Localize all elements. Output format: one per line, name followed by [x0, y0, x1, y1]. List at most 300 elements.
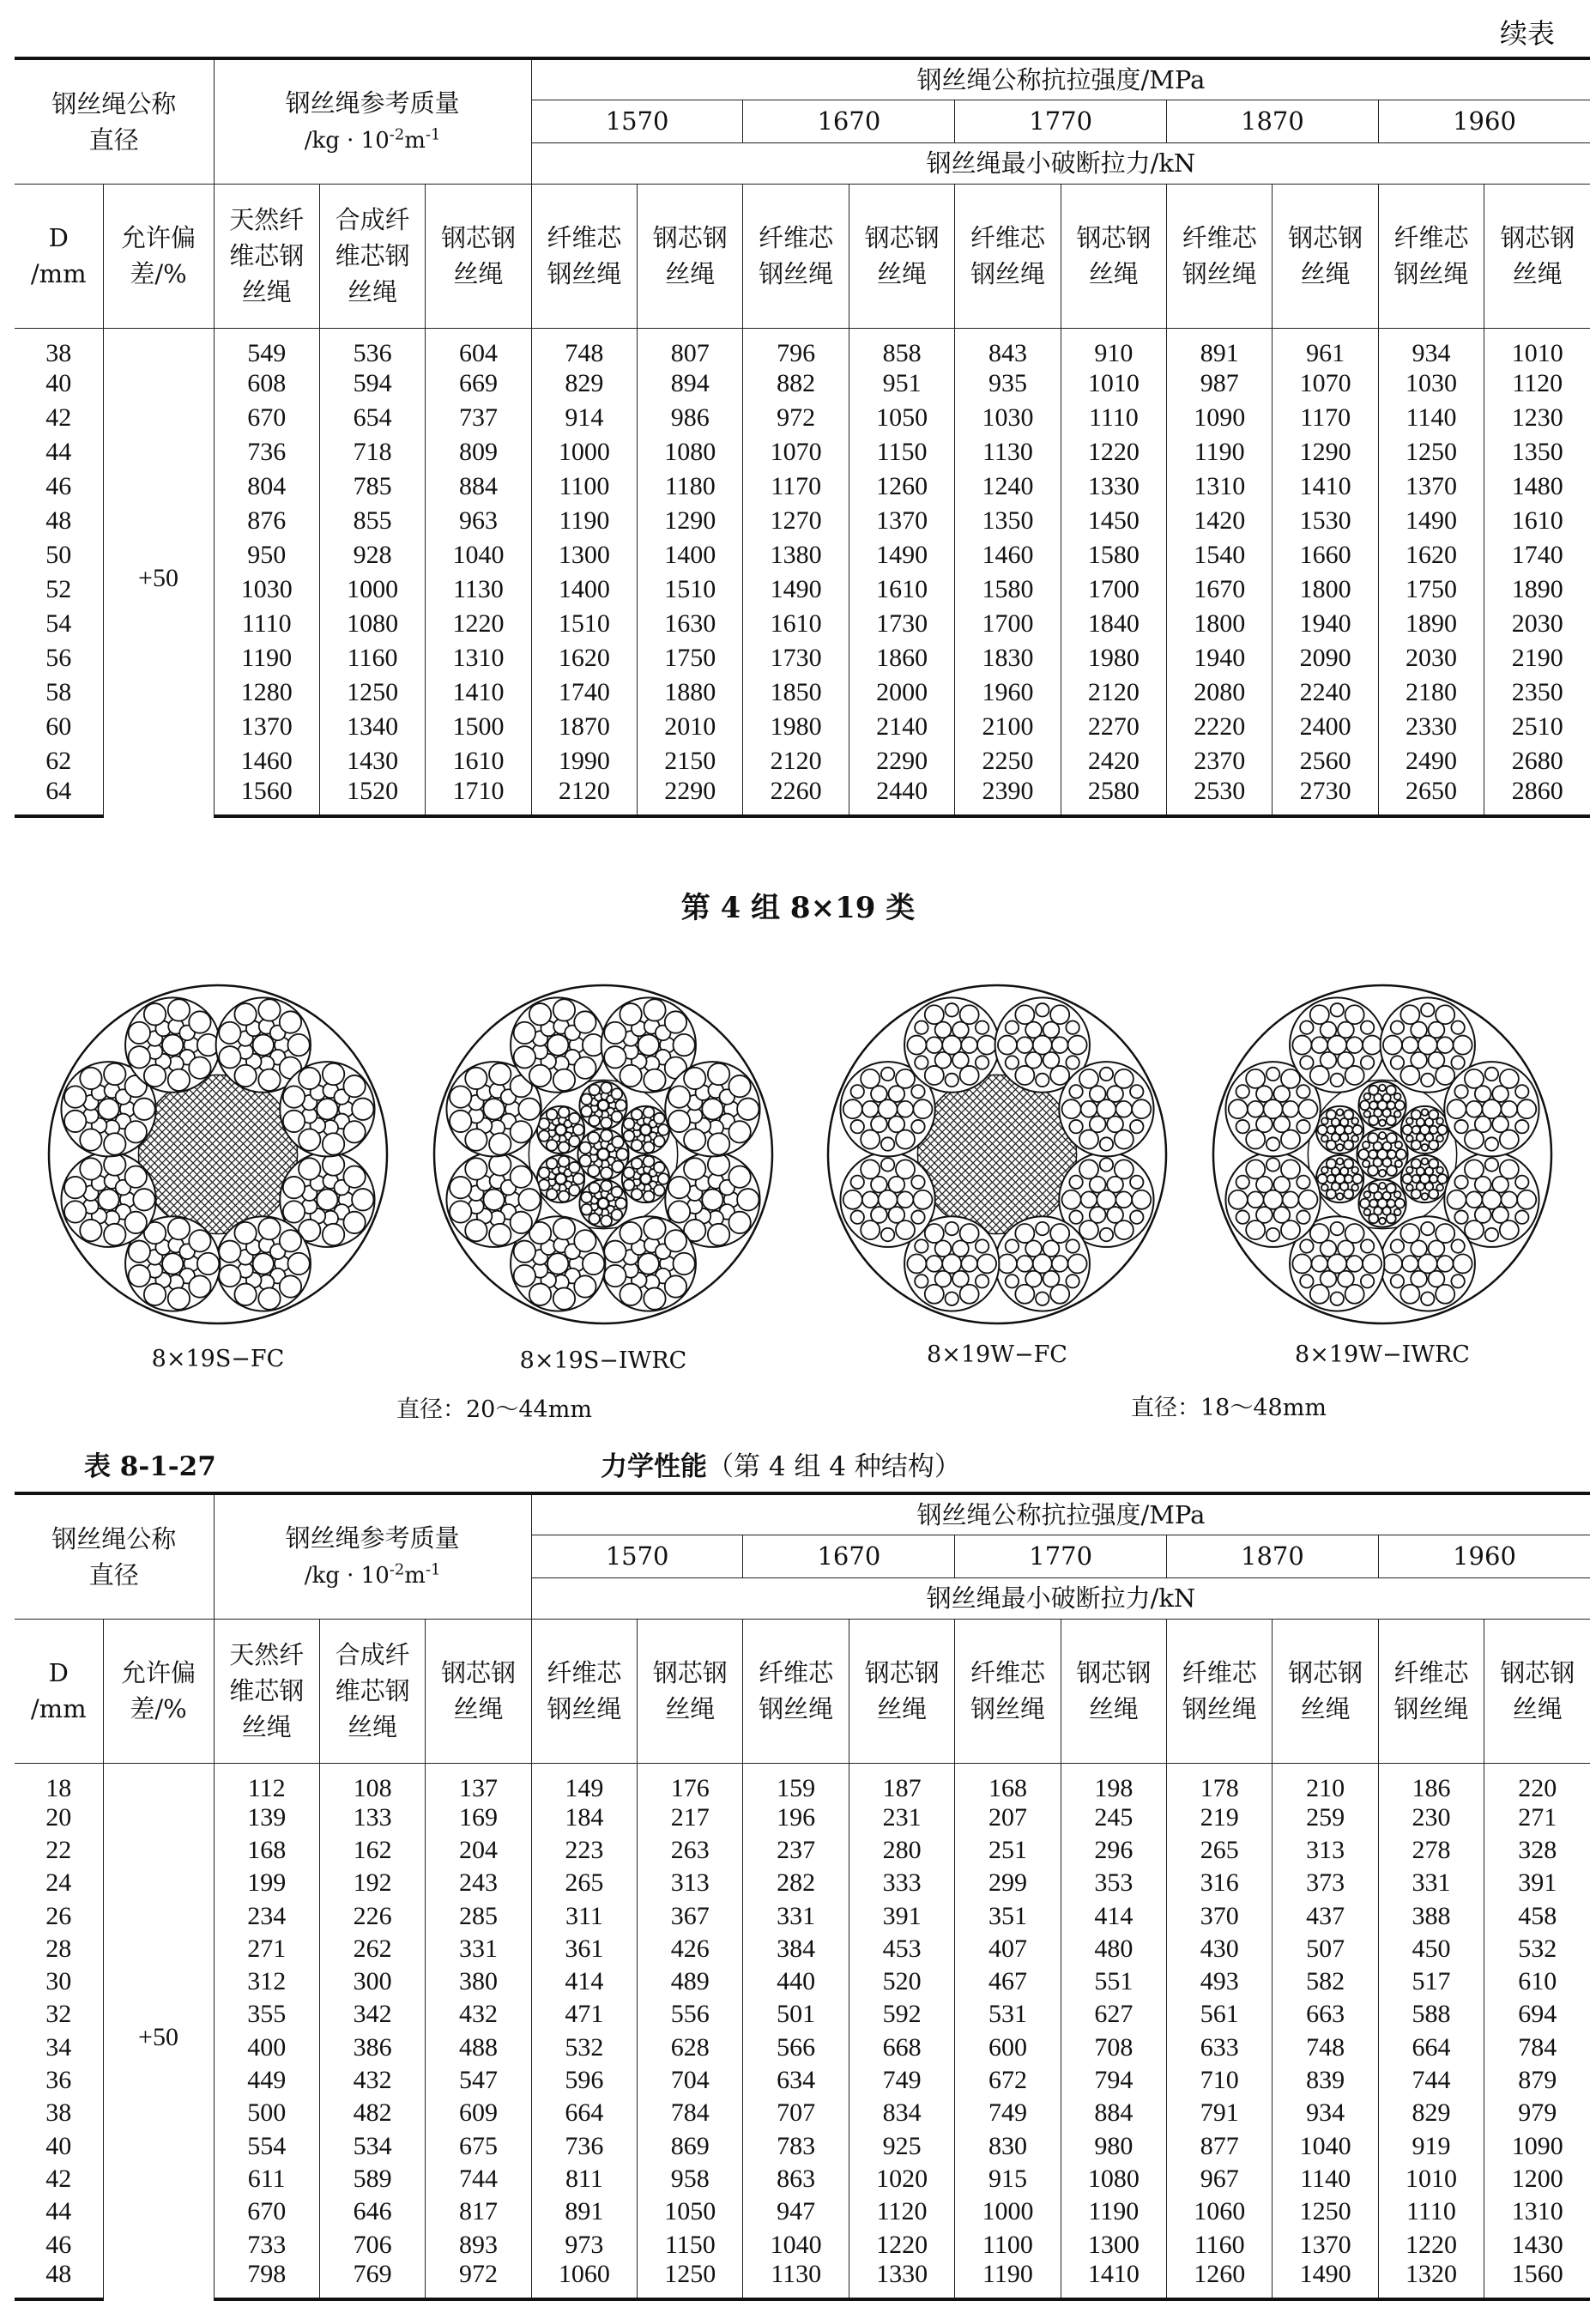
value-cell: 1170: [1273, 401, 1378, 435]
value-cell: 1300: [1061, 2228, 1166, 2261]
wire-circle: [1517, 1190, 1536, 1209]
value-cell: 367: [638, 1899, 743, 1932]
value-cell: 1330: [1061, 469, 1166, 504]
value-cell: 980: [1061, 2129, 1166, 2162]
wire-circle: [258, 999, 280, 1020]
wire-circle: [1361, 1056, 1374, 1069]
wire-circle: [1406, 1117, 1413, 1124]
wire-circle: [1311, 1256, 1327, 1272]
wire-circle: [1395, 1141, 1402, 1148]
value-cell: 471: [531, 1998, 637, 2031]
value-cell: 1130: [743, 2262, 849, 2299]
wire-circle: [489, 1224, 511, 1245]
wire-circle: [1437, 1125, 1447, 1135]
value-cell: 1940: [1273, 607, 1378, 641]
value-cell: 2580: [1061, 778, 1166, 816]
value-cell: 437: [1273, 1899, 1378, 1932]
wire-circle: [1079, 1130, 1098, 1149]
value-cell: 749: [849, 2064, 954, 2097]
wire-circle: [644, 1141, 655, 1153]
wire-circle: [728, 1121, 750, 1142]
wire-circle: [343, 1075, 365, 1097]
wire-circle: [1017, 1256, 1033, 1272]
wire-circle: [998, 1254, 1017, 1273]
section-title: 第 4 组 8×19 类: [680, 891, 916, 925]
value-cell: 282: [743, 1867, 849, 1899]
value-cell: 811: [531, 2163, 637, 2195]
value-cell: 1960: [955, 675, 1061, 710]
value-cell: 1610: [849, 572, 954, 607]
wire-circle: [737, 1099, 759, 1120]
value-cell: 108: [319, 1763, 425, 1801]
value-cell: 1250: [1378, 435, 1484, 469]
wire-circle: [1395, 1100, 1405, 1110]
wire-circle: [219, 1265, 240, 1287]
value-cell: 226: [319, 1899, 425, 1932]
wire-circle: [1363, 1254, 1381, 1273]
value-cell: 2330: [1378, 710, 1484, 744]
wire-circle: [925, 1005, 944, 1024]
wire-circle: [450, 1201, 471, 1222]
wire-circle: [612, 1186, 623, 1197]
value-cell: 1020: [849, 2163, 954, 2195]
wire-circle: [946, 1074, 958, 1087]
header-synthetic-fiber: 合成纤 维芯钢 丝绳: [319, 184, 425, 328]
value-cell: 748: [1273, 2032, 1378, 2064]
wire-circle: [1331, 1003, 1344, 1016]
value-cell: 2400: [1273, 710, 1378, 744]
value-cell: 646: [319, 2195, 425, 2228]
value-cell: 2190: [1484, 641, 1590, 675]
wire-circle: [638, 1034, 659, 1055]
value-cell: 489: [638, 1965, 743, 1998]
wire-circle: [1369, 1214, 1378, 1223]
value-cell: 1490: [849, 538, 954, 572]
header-tolerance: 允许偏 差/%: [103, 1619, 214, 1763]
value-cell: 736: [531, 2129, 637, 2162]
wire-circle: [1321, 1166, 1328, 1173]
value-cell: 925: [849, 2129, 954, 2162]
rope-diagram-8-19s-iwrc: [434, 985, 772, 1323]
value-cell: 600: [955, 2032, 1061, 2064]
wire-circle: [1283, 1101, 1299, 1117]
wire-circle: [98, 1099, 118, 1119]
wire-circle: [1081, 1191, 1097, 1208]
wire-circle: [1436, 1184, 1443, 1191]
wire-circle: [589, 1183, 600, 1194]
value-cell: 1190: [1061, 2195, 1166, 2228]
wire-circle: [1246, 1220, 1265, 1239]
table-title: 力学性能（第 4 组 4 种结构）: [601, 1451, 961, 1482]
value-cell: 1010: [1484, 328, 1590, 366]
wire-circle: [1115, 1130, 1134, 1149]
wire-circle: [632, 1158, 643, 1169]
wire-circle: [1412, 1175, 1420, 1183]
wire-circle: [668, 1111, 690, 1132]
wire-circle: [1337, 1158, 1344, 1165]
value-cell: 1230: [1484, 401, 1590, 435]
header-nominal-diameter: 钢丝绳公称 直径: [15, 1493, 214, 1619]
wire-circle: [1465, 1160, 1484, 1178]
wire-circle: [1006, 1020, 1019, 1033]
wire-circle: [1036, 1222, 1049, 1235]
wire-circle: [961, 1037, 977, 1053]
wire-circle: [1454, 1085, 1467, 1098]
header-strength-1570: 1570: [531, 100, 743, 142]
table-row: [15, 504, 1590, 538]
value-cell: 1370: [1378, 469, 1484, 504]
value-cell: 1150: [638, 2228, 743, 2261]
wire-circle: [658, 1173, 669, 1184]
wire-circle: [352, 1099, 373, 1120]
wire-circle: [189, 1057, 210, 1079]
wire-circle: [644, 1191, 655, 1202]
wire-circle: [1081, 1101, 1097, 1117]
value-cell: 1940: [1167, 641, 1273, 675]
value-cell: 391: [849, 1899, 954, 1932]
wire-circle: [1361, 1020, 1374, 1033]
wire-circle: [1465, 1130, 1484, 1149]
table-row: [15, 1834, 1590, 1867]
wire-circle: [1500, 1220, 1519, 1239]
wire-circle: [144, 1003, 166, 1025]
wire-circle: [1069, 1210, 1082, 1223]
value-cell: 168: [214, 1834, 319, 1867]
wire-circle: [579, 1142, 591, 1154]
value-cell: 1240: [955, 469, 1061, 504]
wire-circle: [573, 1124, 584, 1135]
value-cell: 1610: [1484, 504, 1590, 538]
wire-circle: [343, 1166, 365, 1187]
reference-mass-unit: $/kg \cdot 10^{-2}m^{-1}$: [304, 125, 441, 154]
diameter-cell: 48: [15, 504, 103, 538]
tolerance-cell: +50: [103, 328, 214, 816]
table-row: [15, 435, 1590, 469]
wire-circle: [654, 1185, 665, 1196]
wire-circle: [1351, 1135, 1358, 1142]
wire-circle: [1400, 1066, 1419, 1085]
value-cell: 2270: [1061, 710, 1166, 744]
value-cell: 979: [1484, 2097, 1590, 2129]
wire-circle: [1331, 1292, 1344, 1305]
wire-circle: [189, 1275, 210, 1297]
wire-circle: [280, 1011, 301, 1032]
wire-circle: [1436, 1166, 1443, 1173]
wire-circle: [1379, 1170, 1386, 1177]
wire-circle: [1454, 1036, 1472, 1055]
wire-circle: [1429, 1110, 1438, 1119]
value-cell: 1800: [1167, 607, 1273, 641]
wire-circle: [632, 1140, 643, 1151]
wire-circle: [1100, 1068, 1113, 1081]
wire-circle: [644, 1156, 655, 1167]
value-cell: 2510: [1484, 710, 1590, 744]
value-cell: 440: [743, 1965, 849, 1998]
value-cell: 1000: [955, 2195, 1061, 2228]
wire-circle: [665, 1011, 686, 1032]
value-cell: 2150: [638, 744, 743, 778]
value-cell: 2000: [849, 675, 954, 710]
wire-circle: [915, 1056, 928, 1069]
wire-circle: [976, 1056, 988, 1069]
value-cell: 1660: [1273, 538, 1378, 572]
wire-circle: [1387, 1166, 1397, 1176]
value-cell: 1730: [743, 641, 849, 675]
wire-circle: [1436, 1005, 1454, 1024]
wire-circle: [1387, 1086, 1396, 1095]
value-cell: 879: [1484, 2064, 1590, 2097]
value-cell: 149: [531, 1763, 637, 1801]
value-cell: 220: [1484, 1763, 1590, 1801]
diameter-cell: 28: [15, 1933, 103, 1965]
wire-circle: [283, 1177, 305, 1198]
wire-circle: [133, 1189, 154, 1210]
wire-circle: [1515, 1085, 1528, 1098]
wire-circle: [1229, 1190, 1248, 1209]
value-cell: 855: [319, 504, 425, 538]
value-cell: 199: [214, 1867, 319, 1899]
wire-circle: [665, 1275, 686, 1297]
wire-circle: [1015, 1224, 1034, 1243]
header-fiber-core-rope: 纤维芯 钢丝绳: [531, 184, 637, 328]
value-cell: 1130: [955, 435, 1061, 469]
wire-circle: [1321, 1184, 1328, 1191]
table-row: [15, 607, 1590, 641]
wire-circle: [638, 1253, 659, 1274]
wire-circle: [1436, 1117, 1443, 1124]
value-cell: 1710: [426, 778, 531, 816]
value-cell: 737: [426, 401, 531, 435]
wire-circle: [1369, 1199, 1377, 1207]
value-cell: 663: [1273, 1998, 1378, 2031]
wire-circle: [1344, 1190, 1353, 1199]
value-cell: 830: [955, 2129, 1061, 2162]
wire-circle: [1422, 1109, 1429, 1116]
wire-circle: [352, 1189, 373, 1210]
diameter-cell: 44: [15, 435, 103, 469]
wire-circle: [1387, 1214, 1396, 1223]
value-cell: 1370: [849, 504, 954, 538]
value-cell: 280: [849, 1834, 954, 1867]
wire-circle: [1267, 1068, 1279, 1081]
wire-circle: [581, 1204, 592, 1215]
wire-circle: [1345, 1005, 1364, 1024]
wire-circle: [960, 1285, 979, 1304]
wire-circle: [1351, 1166, 1358, 1173]
wire-circle: [1327, 1175, 1335, 1183]
wire-circle: [1297, 1120, 1309, 1133]
wire-circle: [283, 1111, 305, 1132]
value-cell: 2010: [638, 710, 743, 744]
value-cell: 891: [1167, 328, 1273, 366]
wire-circle: [1515, 1176, 1528, 1189]
table-row: [15, 641, 1590, 675]
value-cell: 414: [531, 1965, 637, 1998]
header-reference-mass: [214, 1493, 531, 1619]
table-row: [15, 1763, 1590, 1801]
wire-circle: [1430, 1175, 1437, 1183]
value-cell: 312: [214, 1965, 319, 1998]
wire-circle: [1066, 1239, 1079, 1252]
wire-circle: [1517, 1099, 1536, 1118]
wire-circle: [323, 1224, 344, 1245]
wire-circle: [604, 1022, 626, 1044]
wire-circle: [64, 1111, 86, 1132]
wire-circle: [280, 1275, 301, 1297]
wire-circle: [1391, 1056, 1404, 1069]
wire-circle: [483, 1190, 504, 1210]
diameter-cell: 48: [15, 2262, 103, 2299]
wire-circle: [299, 1129, 320, 1150]
wire-circle: [1115, 1191, 1132, 1208]
value-cell: 333: [849, 1867, 954, 1899]
wire-circle: [569, 1135, 580, 1147]
wire-circle: [612, 1136, 624, 1148]
wire-circle: [589, 1085, 600, 1096]
value-cell: 1840: [1061, 607, 1166, 641]
value-cell: 796: [743, 328, 849, 366]
table-row: [15, 1867, 1590, 1899]
table-row: [15, 572, 1590, 607]
rope-cross-section-diagrams: [0, 970, 1596, 1339]
wire-circle: [547, 1034, 568, 1055]
value-cell: 380: [426, 1965, 531, 1998]
value-cell: 520: [849, 1965, 954, 1998]
header-strength-1770: 1770: [955, 1535, 1167, 1577]
value-cell: 536: [319, 328, 425, 366]
value-cell: 2370: [1167, 744, 1273, 778]
value-cell: 1860: [849, 641, 954, 675]
wire-circle: [258, 1218, 280, 1239]
wire-circle: [1300, 1020, 1313, 1033]
diameter-cell: 38: [15, 2097, 103, 2129]
wire-circle: [64, 1086, 86, 1107]
value-cell: 633: [1167, 2032, 1273, 2064]
wire-circle: [1387, 1116, 1396, 1125]
value-cell: 910: [1061, 328, 1166, 366]
header-strength-1670: 1670: [743, 1535, 955, 1577]
wire-circle: [1387, 1199, 1395, 1207]
diameter-cell: 38: [15, 328, 103, 366]
wire-circle: [450, 1086, 471, 1107]
wire-circle: [1132, 1190, 1151, 1209]
wire-circle: [1436, 1224, 1454, 1243]
wire-circle: [98, 1190, 118, 1210]
wire-circle: [1052, 1037, 1068, 1053]
wire-circle: [1331, 1222, 1344, 1235]
header-tolerance: 允许偏 差/%: [103, 184, 214, 328]
diameter-cell: 50: [15, 538, 103, 572]
wire-circle: [612, 1160, 624, 1172]
value-cell: 1190: [531, 504, 637, 538]
value-cell: 2120: [1061, 675, 1166, 710]
wire-circle: [1115, 1101, 1132, 1117]
value-cell: 604: [426, 328, 531, 366]
wire-circle: [1267, 1228, 1279, 1241]
wire-circle: [728, 1075, 750, 1097]
value-cell: 316: [1167, 1867, 1273, 1899]
wire-circle: [168, 999, 190, 1020]
wire-circle: [1500, 1069, 1519, 1088]
wire-circle: [1267, 1158, 1279, 1171]
wire-circle: [553, 1287, 575, 1309]
value-cell: 1700: [955, 607, 1061, 641]
value-cell: 1540: [1167, 538, 1273, 572]
wire-circle: [702, 1190, 722, 1210]
wire-circle: [654, 1135, 665, 1147]
value-cell: 162: [319, 1834, 425, 1867]
wire-circle: [1066, 1056, 1079, 1069]
wire-circle: [129, 1022, 150, 1044]
wire-circle: [1403, 1125, 1412, 1135]
value-cell: 608: [214, 366, 319, 401]
wire-circle: [1069, 1085, 1082, 1098]
wire-circle: [234, 1065, 256, 1087]
wire-circle: [299, 1068, 320, 1089]
wire-circle: [620, 1222, 641, 1244]
value-cell: 265: [531, 1867, 637, 1899]
wire-circle: [547, 1158, 558, 1169]
value-cell: 159: [743, 1763, 849, 1801]
wire-circle: [1369, 1150, 1377, 1159]
value-cell: 1460: [214, 744, 319, 778]
wire-circle: [1400, 1005, 1419, 1024]
wire-circle: [317, 1099, 337, 1119]
wire-circle: [913, 1099, 932, 1118]
value-cell: 1500: [426, 710, 531, 744]
value-cell: 829: [1378, 2097, 1484, 2129]
wire-circle: [1115, 1220, 1134, 1239]
value-cell: 1250: [638, 2262, 743, 2299]
wire-circle: [529, 1065, 551, 1087]
rope-diagram-8-19w-iwrc: [1213, 985, 1551, 1323]
value-cell: 1140: [1273, 2163, 1378, 2195]
value-cell: 1000: [319, 572, 425, 607]
wire-circle: [915, 1020, 928, 1033]
value-cell: 198: [1061, 1763, 1166, 1801]
value-cell: 1700: [1061, 572, 1166, 607]
wire-circle: [612, 1209, 623, 1220]
wire-circle: [861, 1160, 880, 1178]
value-cell: 2560: [1273, 744, 1378, 778]
wire-circle: [1394, 1111, 1401, 1117]
wire-circle: [133, 1099, 154, 1120]
table-row: [15, 1965, 1590, 1998]
header-steel-core: 钢芯钢 丝绳: [426, 184, 531, 328]
wire-circle: [862, 1101, 879, 1117]
wire-circle: [1501, 1191, 1517, 1208]
value-cell: 707: [743, 2097, 849, 2129]
wire-circle: [1402, 1037, 1418, 1053]
wire-circle: [104, 1063, 125, 1085]
header-synthetic-fiber: 合成纤 维芯钢 丝绳: [319, 1619, 425, 1763]
wire-circle: [465, 1129, 487, 1150]
value-cell: 432: [319, 2064, 425, 2097]
value-cell: 192: [319, 1867, 425, 1899]
wire-circle: [684, 1158, 705, 1179]
wire-circle: [1485, 1068, 1498, 1081]
wire-circle: [553, 999, 575, 1020]
wire-circle: [960, 1224, 979, 1243]
wire-circle: [907, 1036, 926, 1055]
wire-circle: [465, 1220, 487, 1241]
header-tensile-strength: 钢丝绳公称抗拉强度/MPa: [531, 58, 1590, 100]
wire-circle: [450, 1177, 471, 1198]
value-cell: 669: [426, 366, 531, 401]
wire-circle: [1454, 1254, 1472, 1273]
value-cell: 947: [743, 2195, 849, 2228]
value-cell: 2140: [849, 710, 954, 744]
